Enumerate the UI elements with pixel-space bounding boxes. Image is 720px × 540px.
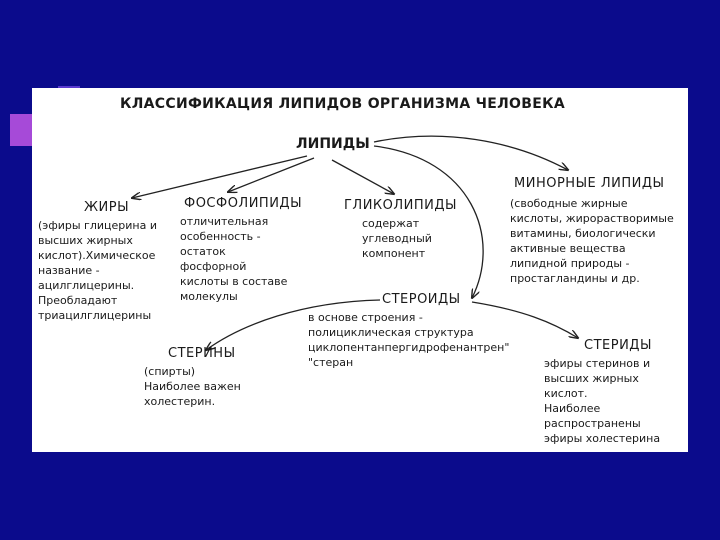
- root-node-lipids: ЛИПИДЫ: [296, 136, 370, 152]
- arrow-to-glycolipids: [332, 160, 394, 194]
- diagram-panel: [32, 88, 688, 452]
- sterides-text: эфиры стеринов и высших жирных кислот. Наиболее распространены эфиры холестерина: [544, 357, 661, 445]
- minor-lipids-title: МИНОРНЫЕ ЛИПИДЫ: [514, 176, 665, 191]
- steroids-title: СТЕРОИДЫ: [382, 292, 461, 307]
- glycolipids-text: содержат углеводный компонент: [362, 217, 432, 260]
- diagram-title: КЛАССИФИКАЦИЯ ЛИПИДОВ ОРГАНИЗМА ЧЕЛОВЕКА: [120, 96, 565, 112]
- fats-text: (эфиры глицерина и высших жирных кислот).Химическое название - ацилглицерины. Преобладают триацилглицерины: [38, 219, 157, 322]
- phospholipids-text: отличительная особенность - остаток фосфорной кислоты в составе молекулы: [180, 215, 288, 303]
- phospholipids-title: ФОСФОЛИПИДЫ: [184, 196, 303, 211]
- sterols-title: СТЕРИНЫ: [168, 346, 236, 361]
- glycolipids-title: ГЛИКОЛИПИДЫ: [344, 198, 458, 213]
- fats-title: ЖИРЫ: [84, 200, 130, 215]
- sterides-title: СТЕРИДЫ: [584, 338, 652, 353]
- sterols-text: (спирты) Наиболее важен холестерин.: [144, 365, 241, 408]
- arrow-to-phospholipids: [228, 158, 314, 192]
- arrow-to-fats: [132, 156, 307, 198]
- arrow-to-minor: [374, 136, 568, 170]
- steroids-text: в основе строения - полициклическая структура циклопентанпергидрофенантрен" "стеран: [308, 311, 510, 369]
- minor-lipids-text: (свободные жирные кислоты, жирорастворимые витамины, биологически активные вещества липидной природы - простагландины и др.: [510, 197, 674, 285]
